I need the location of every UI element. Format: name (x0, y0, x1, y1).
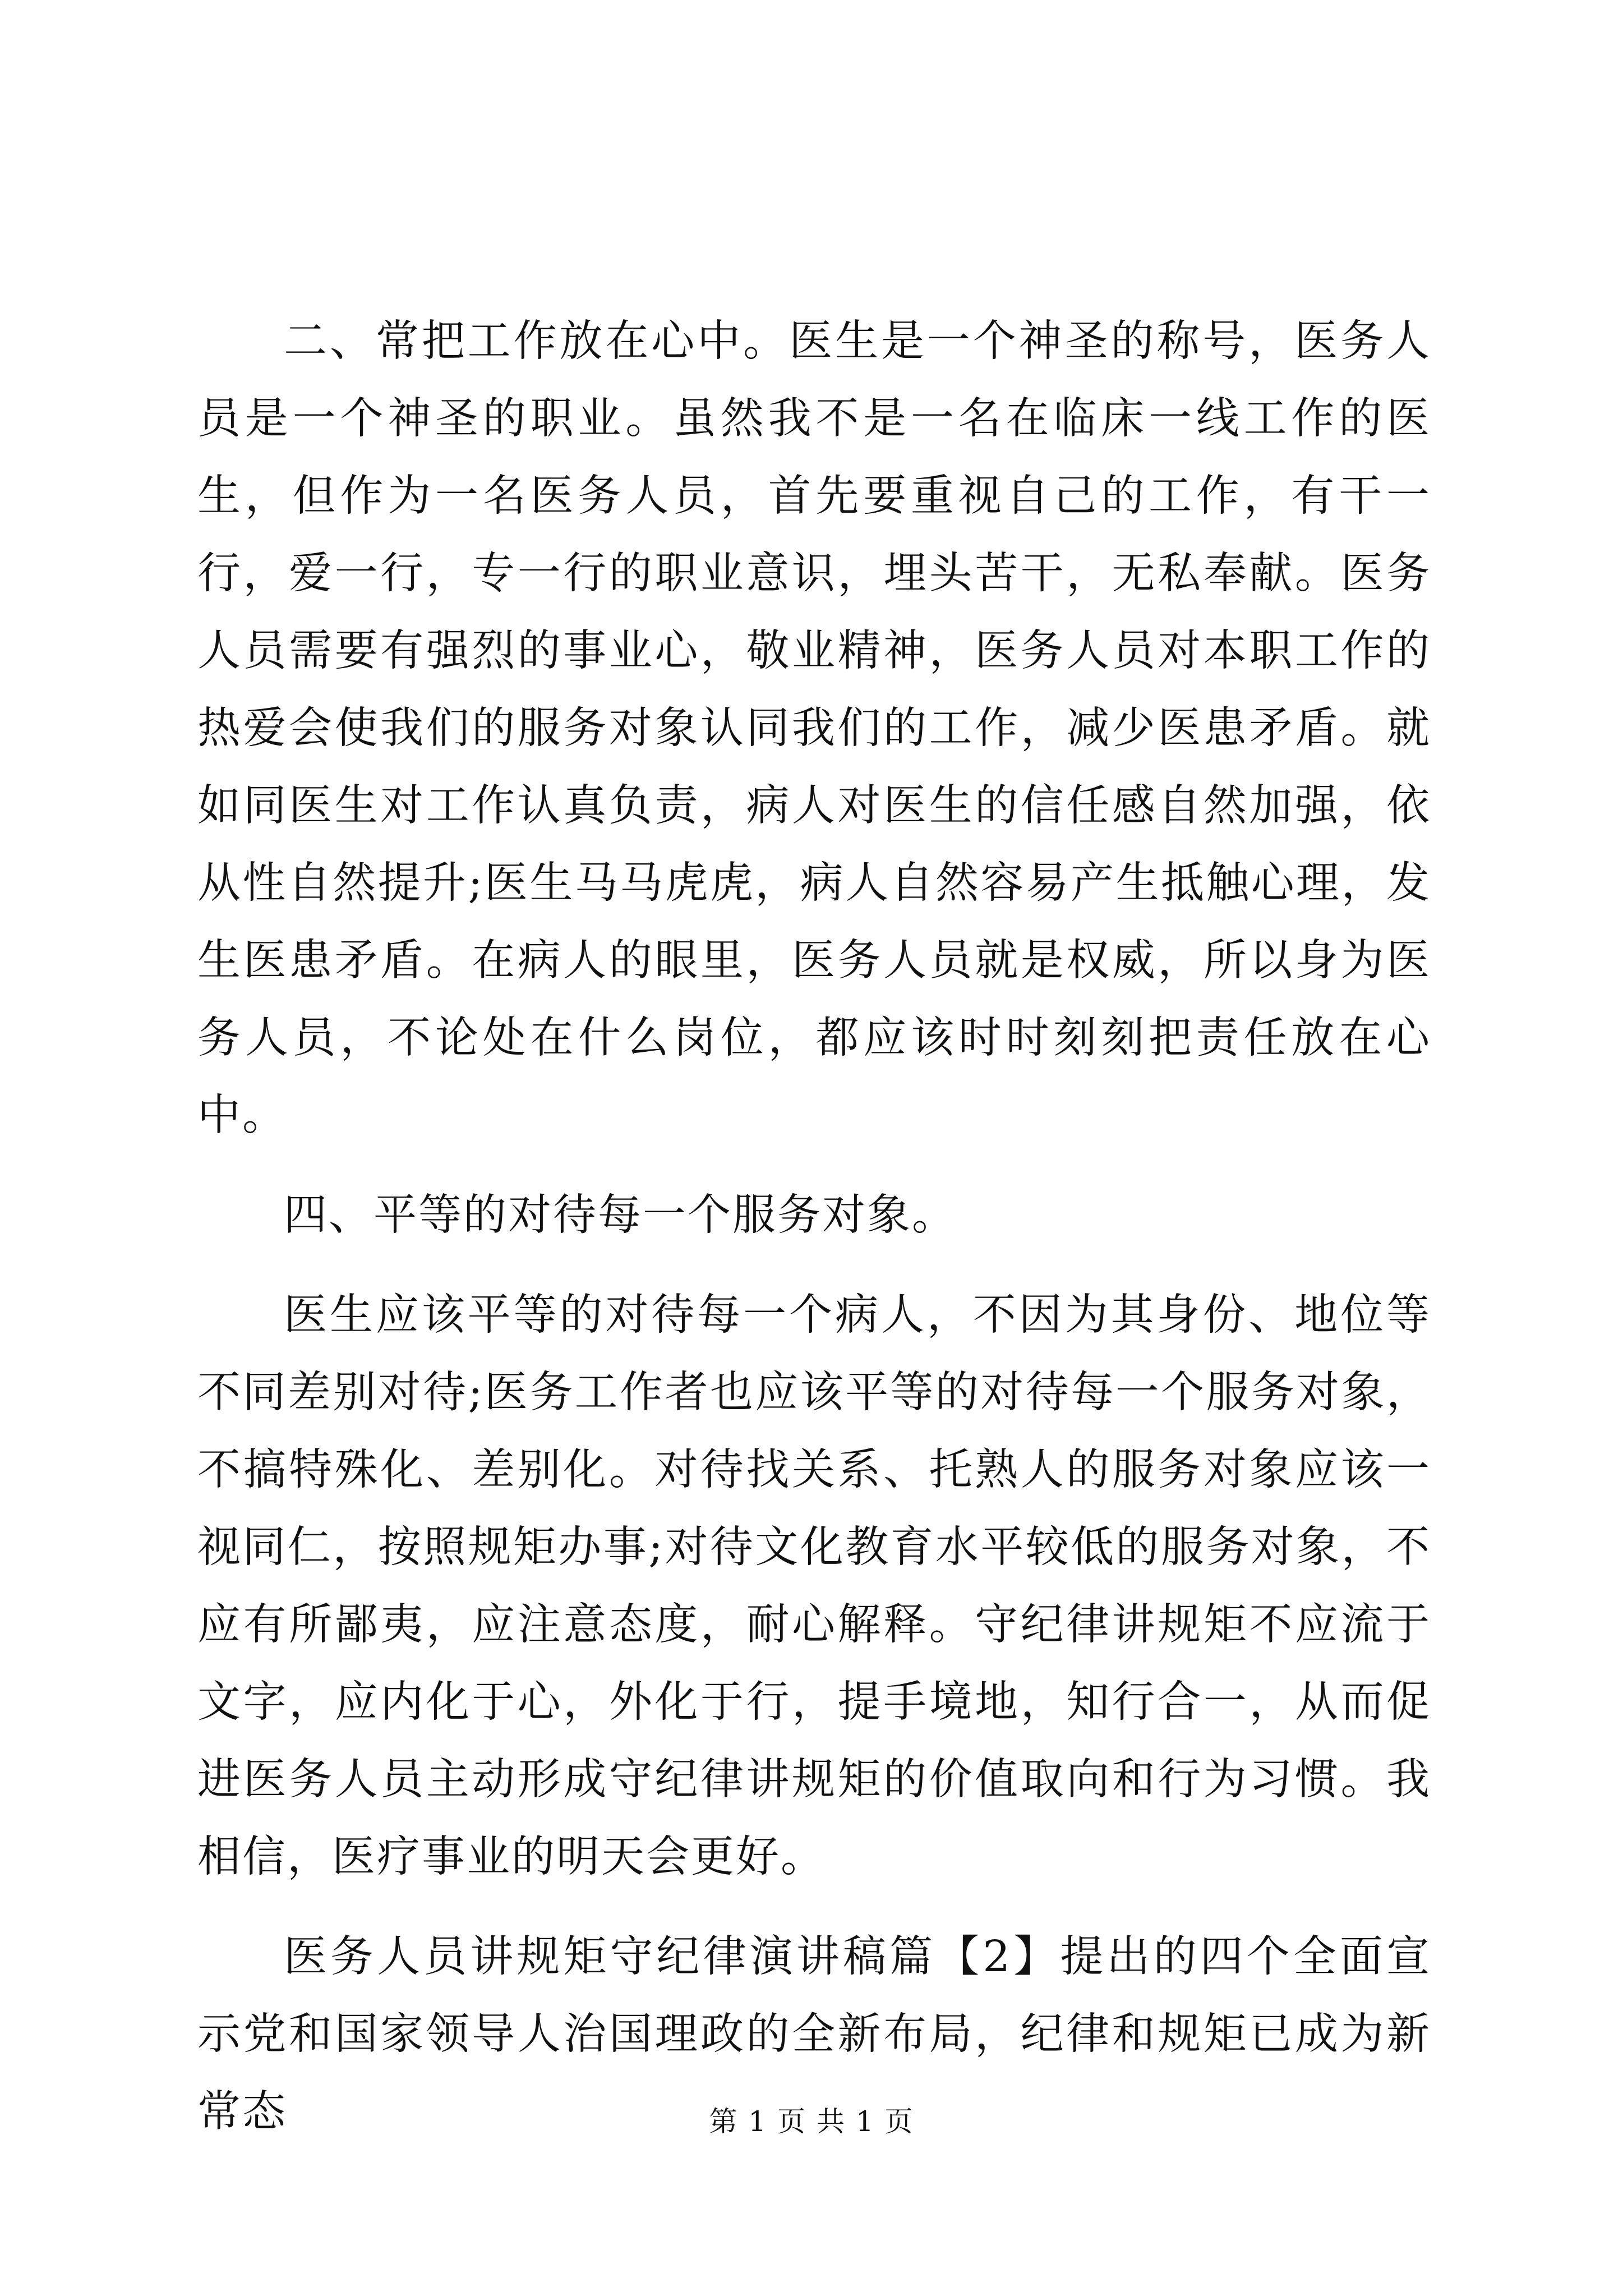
paragraph-section-two: 二、常把工作放在心中。医生是一个神圣的称号，医务人员是一个神圣的职业。虽然我不是一名在临床一线工作的医生，但作为一名医务人员，首先要重视自己的工作，有干一行，爱一行，专一行的职业意识，埋头苦干，无私奉献。医务人员需要有强烈的事业心，敬业精神，医务人员对本职工作的热爱会使我们的服务对象认同我们的工作，减少医患矛盾。就如同医生对工作认真负责，病人对医生的信任感自然加强，依从性自然提升;医生马马虎虎，病人自然容易产生抵触心理，发生医患矛盾。在病人的眼里，医务人员就是权威，所以身为医务人员，不论处在什么岗位，都应该时时刻刻把责任放在心中。 (197, 316, 1431, 1140)
paragraph-section-four-body: 医生应该平等的对待每一个病人，不因为其身份、地位等不同差别对待;医务工作者也应该平等的对待每一个服务对象，不搞特殊化、差别化。对待找关系、托熟人的服务对象应该一视同仁，按照规矩办事;对待文化教育水平较低的服务对象，不应有所鄙夷，应注意态度，耐心解释。守纪律讲规矩不应流于文字，应内化于心，外化于行，提手境地，知行合一，从而促进医务人员主动形成守纪律讲规矩的价值取向和行为习惯。我相信，医疗事业的明天会更好。 (197, 1290, 1431, 1882)
paragraph-speech-two-intro: 医务人员讲规矩守纪律演讲稿篇【2】提出的四个全面宣示党和国家领导人治国理政的全新布局，纪律和规矩已成为新常态 (197, 1932, 1431, 2137)
page-footer: 第 1 页 共 1 页 (709, 2105, 914, 2138)
paragraph-section-four-heading: 四、平等的对待每一个服务对象。 (284, 1190, 957, 1240)
document-body (197, 303, 1431, 2151)
